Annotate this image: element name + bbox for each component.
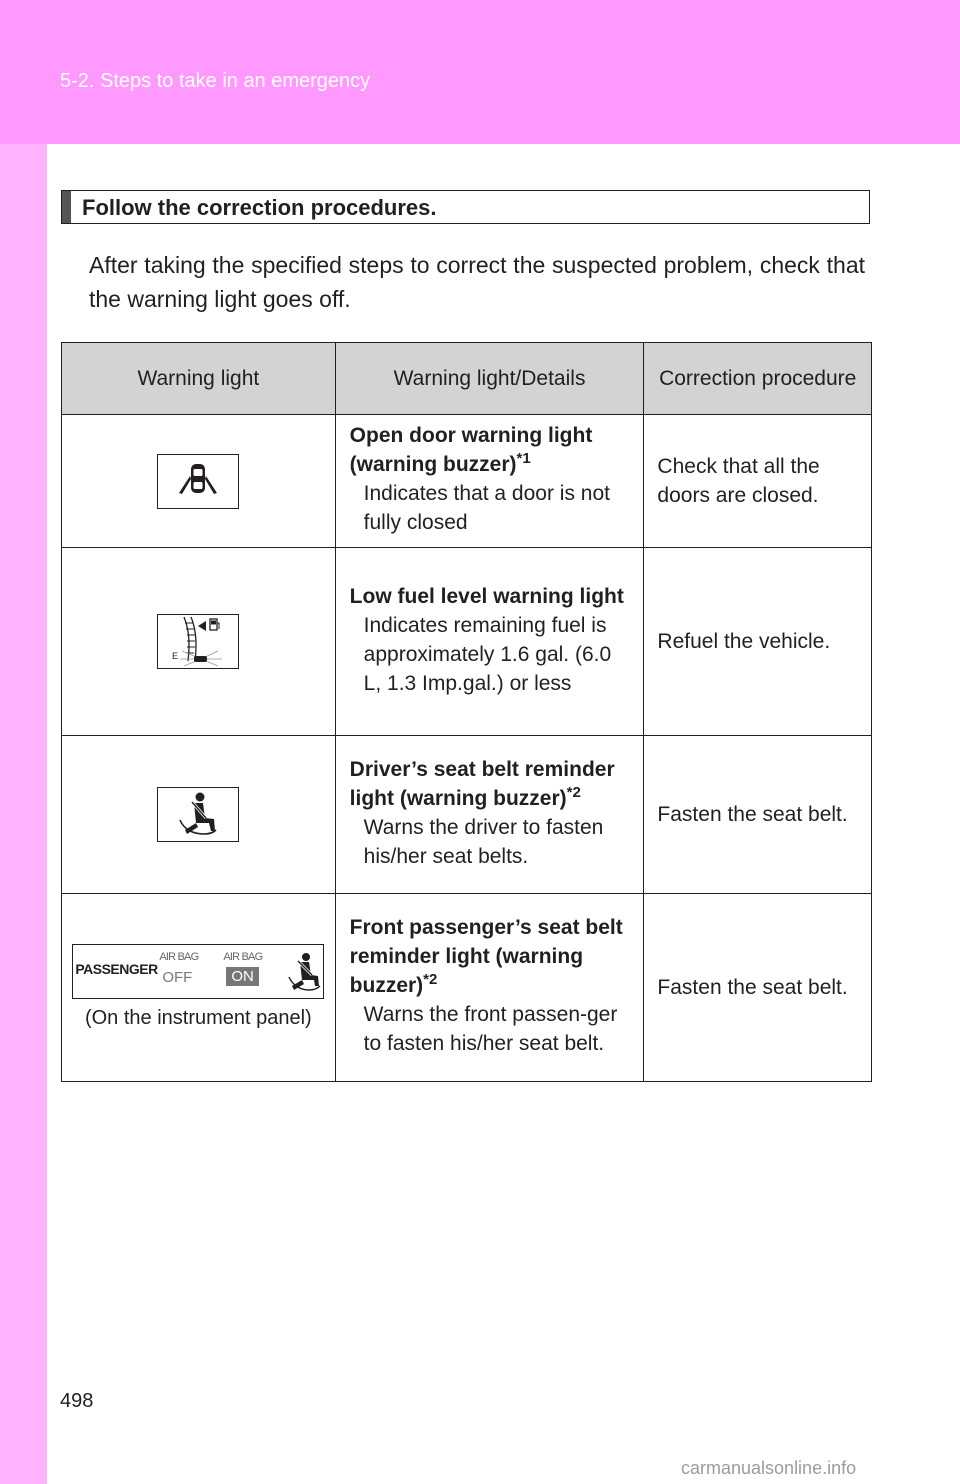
passenger-seat-belt-icon: [287, 950, 321, 994]
passenger-label: PASSENGER: [75, 961, 158, 977]
detail-cell: [335, 736, 644, 894]
detail-description: Indicates remaining fuel is approximately 1.6 gal. (6.0 L, 1.3 Imp.gal.) or less: [363, 613, 612, 695]
heading-marker: [62, 191, 71, 223]
warning-light-cell: [62, 894, 336, 1082]
warning-light-cell: [62, 415, 336, 548]
detail-cell: [335, 415, 644, 548]
column-header-warning-light: Warning light: [62, 343, 336, 415]
footnote-marker: *2: [423, 971, 438, 988]
warning-light-table: [61, 342, 872, 1082]
airbag-label: AIR BAG: [223, 951, 263, 963]
seat-belt-icon: [157, 787, 239, 842]
column-header-correction: Correction procedure: [644, 343, 872, 415]
warning-light-cell: [62, 736, 336, 894]
table-row: [62, 894, 872, 1082]
intro-paragraph: After taking the specified steps to correct the suspected problem, check that the warning light goes off.: [89, 252, 865, 312]
detail-description: Warns the front passen-ger to fasten his/her seat belt.: [363, 1003, 618, 1055]
fuel-gauge-icon: [157, 614, 239, 669]
column-header-details: Warning light/Details: [335, 343, 644, 415]
detail-cell: [335, 548, 644, 736]
table-row: [62, 415, 872, 548]
procedure-heading: [61, 190, 870, 224]
airbag-label: AIR BAG: [159, 951, 199, 963]
airbag-off-indicator: OFF: [162, 969, 193, 986]
detail-cell: [335, 894, 644, 1082]
footnote-marker: *2: [566, 783, 581, 801]
watermark: carmanualsonline.info: [681, 1458, 857, 1478]
correction-cell: Refuel the vehicle.: [644, 548, 872, 736]
detail-title: Low fuel level warning light: [349, 584, 624, 608]
table-header-row: [62, 343, 872, 415]
airbag-on-indicator: ON: [227, 968, 258, 985]
correction-cell: Check that all the doors are closed.: [644, 415, 872, 548]
table-row: [62, 736, 872, 894]
section-title: 5-2. Steps to take in an emergency: [60, 70, 371, 92]
door-open-icon: [157, 454, 239, 509]
warning-light-cell: [62, 548, 336, 736]
detail-description: Warns the driver to fasten his/her seat belts.: [363, 815, 604, 868]
side-band: [0, 144, 47, 1484]
table-row: [62, 548, 872, 736]
panel-caption: (On the instrument panel): [84, 1007, 312, 1029]
detail-title: Open door warning light (warning buzzer): [349, 424, 593, 476]
footnote-marker: *1: [516, 450, 531, 467]
heading-text: Follow the correction procedures.: [82, 195, 437, 220]
page-number: 498: [60, 1390, 94, 1412]
detail-title: Driver’s seat belt reminder light (warning buzzer): [349, 757, 615, 810]
correction-cell: Fasten the seat belt.: [644, 894, 872, 1082]
detail-description: Indicates that a door is not fully closed: [363, 482, 610, 534]
gauge-empty-label: E: [172, 651, 179, 661]
passenger-panel-icon: [72, 944, 324, 999]
correction-cell: Fasten the seat belt.: [644, 736, 872, 894]
detail-title: Front passenger’s seat belt reminder light (warning buzzer): [349, 916, 623, 997]
